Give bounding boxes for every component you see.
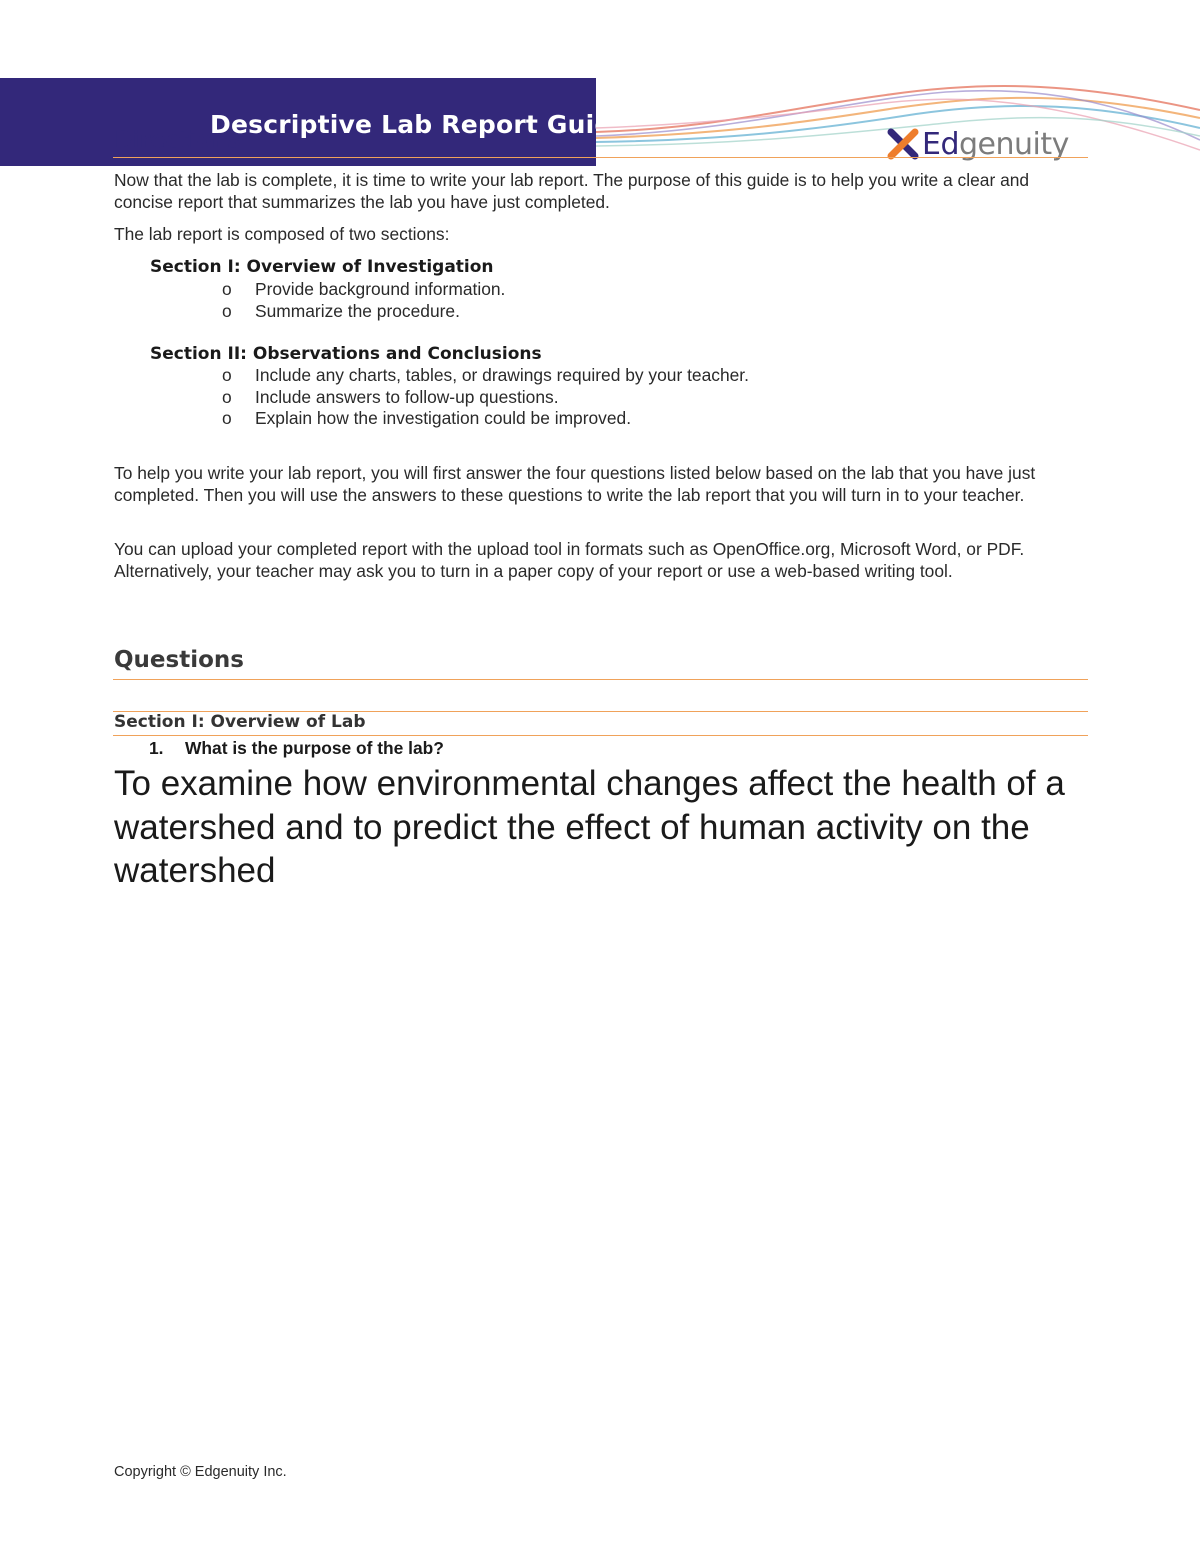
list-item: o Explain how the investigation could be improved. [222,408,632,428]
list-item: o Include answers to follow-up questions. [222,386,559,407]
bullet-marker: o [222,279,232,299]
section-one-list [222,279,505,322]
bullet-marker: o [222,365,232,385]
bullet-marker: o [222,300,232,321]
logo-ed-text: Ed [922,126,959,162]
intro-paragraph: Now that the lab is complete, it is time to write your lab report. The purpose of this guide is to help you write a clear and concise report that summarizes the lab you have just completed. [114,170,1030,212]
section-one-label: Section I: Overview of Investigation [150,257,494,277]
section-two-list [222,365,749,430]
upload-paragraph: You can upload your completed report with the upload tool in formats such as OpenOffice.org, Microsoft Word, or PDF. Alternatively, your teacher may ask you to turn in a paper copy of your report or use a web-based writing tool. [114,539,1025,581]
bullet-marker: o [222,386,232,407]
section-one-overview-label: Section I: Overview of Lab [114,712,366,732]
document-title: Descriptive Lab Report Guide [210,110,630,139]
list-item: o Include any charts, tables, or drawings required by your teacher. [222,365,749,385]
questions-heading: Questions [114,647,244,673]
list-item: o Summarize the procedure. [222,300,460,321]
question-one-answer[interactable]: To examine how environmental changes affect the health of a watershed and to predict the effect of human activity on the watershed [114,764,1065,890]
edgenuity-x-icon [886,127,920,161]
list-item: o Provide background information. [222,279,506,299]
header-rule [113,157,1088,158]
section-rule-bottom [113,735,1088,736]
logo-genuity-text: genuity [959,126,1069,162]
help-paragraph: To help you write your lab report, you will first answer the four questions listed below based on the lab that you have just completed. Then you will use the answers to these questions to write the lab report that you will turn in to your teacher. [114,463,1036,505]
section-two-label: Section II: Observations and Conclusions [150,344,542,364]
copyright-footer: Copyright © Edgenuity Inc. [114,1464,287,1480]
question-one [149,738,444,759]
edgenuity-logo [886,124,1069,164]
bullet-marker: o [222,408,232,428]
questions-rule [113,679,1088,680]
composed-paragraph: The lab report is composed of two sections: [114,224,450,244]
directions-heading: Directions [114,128,241,153]
question-number: 1. [149,738,164,758]
question-text: What is the purpose of the lab? [185,738,444,758]
